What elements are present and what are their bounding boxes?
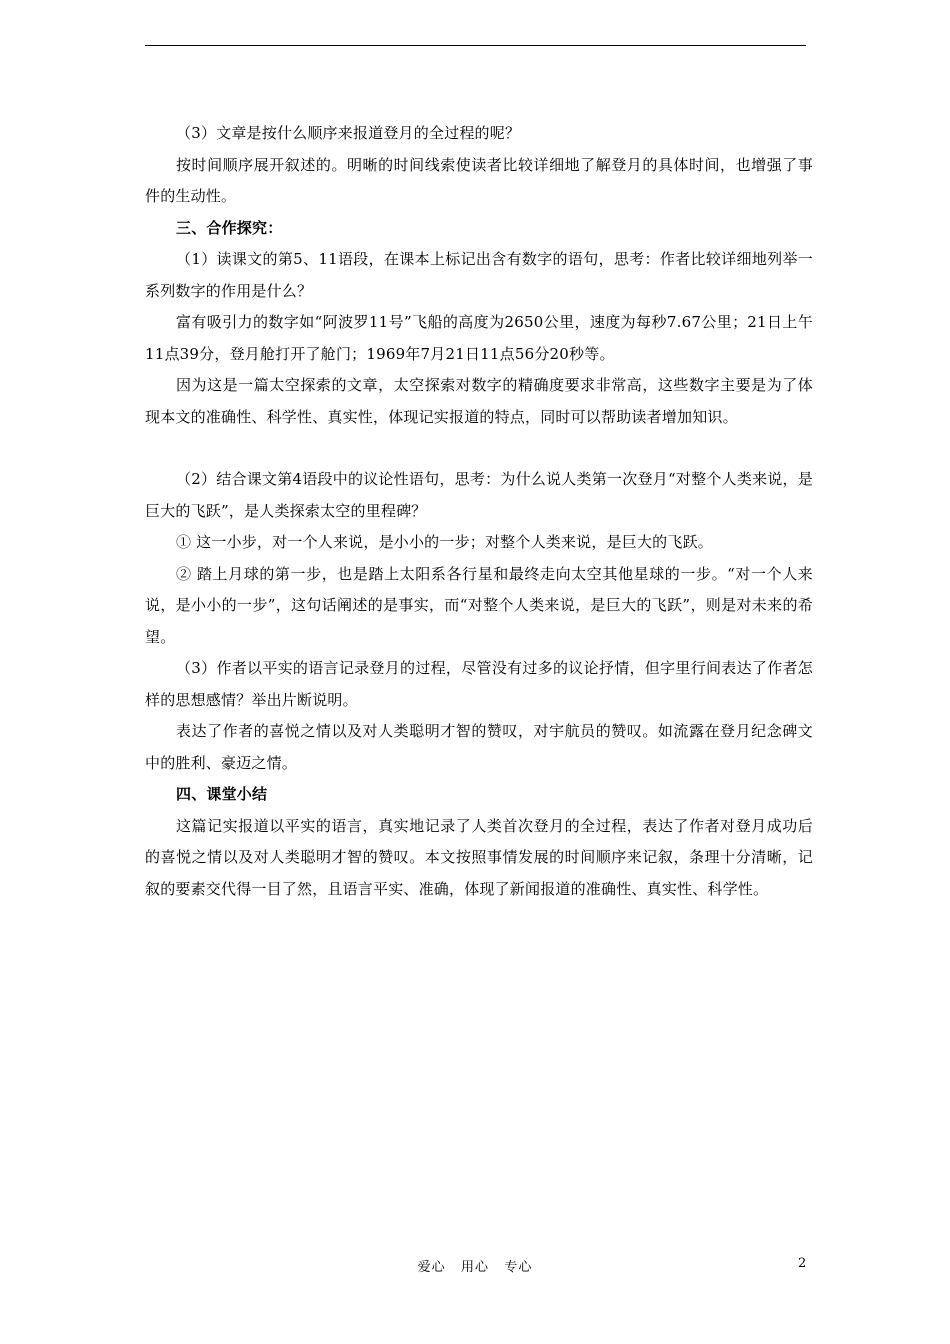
header-rule [145, 45, 806, 46]
answer-3-order: 按时间顺序展开叙述的。明晰的时间线索使读者比较详细地了解登月的具体时间，也增强了事件的生动性。 [145, 155, 813, 205]
page-number: 2 [798, 1256, 807, 1271]
question-1-numbers: （1）读课文的第5、11语段，在课本上标记出含有数字的语句，思考：作者比较详细地列举一系列数字的作用是什么？ [145, 250, 813, 300]
answer-1-numbers-examples: 富有吸引力的数字如“阿波罗11号”飞船的高度为2650公里，速度为每秒7.67公里；21日上午11点39分，登月舱打开了舱门；1969年7月21日11点56分20秒等。 [145, 313, 813, 363]
section-heading-summary: 四、课堂小结 [176, 785, 268, 803]
answer-2-point-2: ② 踏上月球的第一步，也是踏上太阳系各行星和最终走向太空其他星球的一步。“对一个人来说，是小小的一步”，这句话阐述的是事实，而“对整个人类来说，是巨大的飞跃”，则是对未来的希望。 [145, 564, 813, 646]
section-heading-cooperative-inquiry: 三、合作探究： [176, 218, 283, 237]
question-3-order: （3）文章是按什么顺序来报道登月的全过程的呢？ [176, 124, 521, 142]
answer-3-emotion: 表达了作者的喜悦之情以及对人类聪明才智的赞叹，对宇航员的赞叹。如流露在登月纪念碑文中的胜利、豪迈之情。 [145, 722, 813, 772]
paragraph-gap [145, 433, 813, 464]
document-body [145, 118, 813, 905]
question-2-giant-leap: （2）结合课文第4语段中的议论性语句，思考：为什么说人类第一次登月“对整个人类来说，是巨大的飞跃”，是人类探索太空的里程碑？ [145, 470, 813, 520]
answer-2-point-1: ① 这一小步，对一个人来说，是小小的一步；对整个人类来说，是巨大的飞跃。 [176, 533, 713, 551]
summary-paragraph: 这篇记实报道以平实的语言，真实地记录了人类首次登月的全过程，表达了作者对登月成功后的喜悦之情以及对人类聪明才智的赞叹。本文按照事情发展的时间顺序来记叙，条理十分清晰，记叙的要素交代得一目了然，且语言平实、准确，体现了新闻报道的准确性、真实性、科学性。 [145, 816, 813, 898]
question-3-emotion: （3）作者以平实的语言记录登月的过程，尽管没有过多的议论抒情，但字里行间表达了作者怎样的思想感情？举出片断说明。 [145, 659, 813, 709]
footer-slogan: 爱心 用心 专心 [417, 1260, 533, 1275]
answer-1-numbers-purpose: 因为这是一篇太空探索的文章，太空探索对数字的精确度要求非常高，这些数字主要是为了体现本文的准确性、科学性、真实性，体现记实报道的特点，同时可以帮助读者增加知识。 [145, 376, 813, 426]
